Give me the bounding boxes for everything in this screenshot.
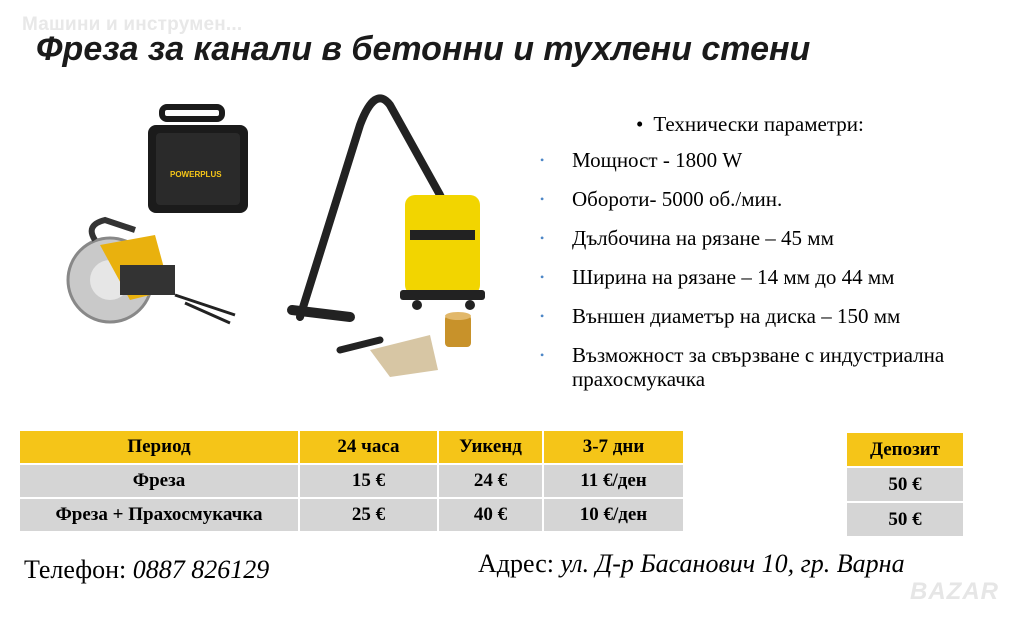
header-deposit: Депозит bbox=[847, 433, 963, 468]
phone-number: 0887 826129 bbox=[132, 555, 270, 584]
table-row bbox=[20, 465, 685, 499]
bullet-icon: • bbox=[636, 112, 644, 136]
row-label: Фреза + Прахосмукачка bbox=[20, 499, 300, 533]
price-table bbox=[20, 431, 685, 533]
spec-item-text: Външен диаметър на диска – 150 мм bbox=[572, 304, 901, 328]
deposit-cell: 50 € bbox=[847, 503, 963, 538]
header-weekend: Уикенд bbox=[439, 431, 544, 465]
spec-item-text: Възможност за свързване с индустриална прахосмукачка bbox=[572, 343, 945, 391]
case-brand-label: POWERPLUS bbox=[170, 170, 222, 179]
phone-label: Телефон: bbox=[24, 555, 127, 584]
wall-chaser-image bbox=[68, 220, 235, 323]
bullet-icon: • bbox=[540, 270, 545, 284]
address-label: Адрес: bbox=[478, 549, 554, 578]
spec-item bbox=[540, 187, 1020, 211]
bullet-icon: • bbox=[540, 192, 545, 206]
watermark-text: Машини и инструмен... bbox=[22, 14, 243, 35]
bazar-logo: BAZAR bbox=[910, 578, 999, 605]
spec-item bbox=[540, 304, 1020, 328]
price-table-header-row bbox=[20, 431, 685, 465]
spec-item bbox=[540, 148, 1020, 172]
header-3-7-days: 3-7 дни bbox=[544, 431, 685, 465]
price-cell: 11 €/ден bbox=[544, 465, 685, 499]
spec-item bbox=[540, 343, 1020, 391]
bullet-icon: • bbox=[540, 348, 545, 362]
spec-item-text: Ширина на рязане – 14 мм до 44 мм bbox=[572, 265, 895, 289]
spec-item-text: Дълбочина на рязане – 45 мм bbox=[572, 226, 834, 250]
table-row bbox=[847, 503, 963, 538]
specs-list bbox=[540, 148, 1020, 406]
price-cell: 24 € bbox=[439, 465, 544, 499]
price-cell: 10 €/ден bbox=[544, 499, 685, 533]
carrying-case-image bbox=[148, 107, 248, 213]
address-line bbox=[478, 549, 905, 579]
spec-item-text: Мощност - 1800 W bbox=[572, 148, 743, 172]
price-cell: 15 € bbox=[300, 465, 439, 499]
bullet-icon: • bbox=[540, 231, 545, 245]
spec-item-text: Обороти- 5000 об./мин. bbox=[572, 187, 783, 211]
spec-item bbox=[540, 226, 1020, 250]
bullet-icon: • bbox=[540, 309, 545, 323]
header-24h: 24 часа bbox=[300, 431, 439, 465]
price-cell: 25 € bbox=[300, 499, 439, 533]
deposit-table bbox=[847, 433, 963, 538]
phone-line bbox=[24, 555, 269, 585]
vacuum-cleaner-image bbox=[292, 98, 485, 377]
product-illustration bbox=[60, 85, 530, 385]
table-row bbox=[20, 499, 685, 533]
header-period: Период bbox=[20, 431, 300, 465]
row-label: Фреза bbox=[20, 465, 300, 499]
table-row bbox=[847, 468, 963, 503]
spec-item bbox=[540, 265, 1020, 289]
address-value: ул. Д-р Басанович 10, гр. Варна bbox=[560, 549, 905, 578]
bullet-icon: • bbox=[540, 153, 545, 167]
page-title: Фреза за канали в бетонни и тухлени стени bbox=[36, 30, 811, 68]
deposit-cell: 50 € bbox=[847, 468, 963, 503]
price-cell: 40 € bbox=[439, 499, 544, 533]
deposit-header-row bbox=[847, 433, 963, 468]
specs-heading bbox=[636, 112, 864, 137]
specs-heading-text: Технически параметри: bbox=[653, 112, 864, 136]
